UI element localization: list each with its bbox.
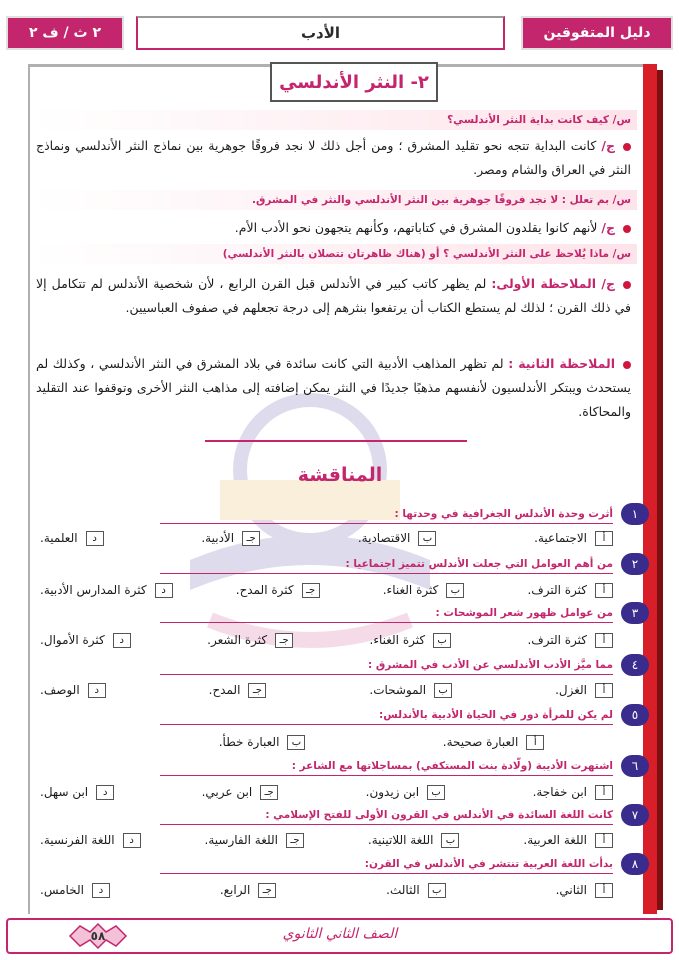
option-b[interactable] [383,580,465,600]
option-text: العبارة صحيحة. [442,735,519,749]
option-text: اللغة اللاتينية. [367,833,434,847]
option-d[interactable] [40,580,173,600]
mcq-options [40,880,613,900]
question-number-badge: ٨ [621,853,649,875]
option-d[interactable] [40,782,114,802]
option-text: المدح. [208,683,241,697]
option-a[interactable] [556,880,613,900]
mcq-question: لم يكن للمرأة دور في الحياة الأدبية بالأندلس: [160,705,613,725]
note-label: ج/ الملاحظة الأولى: [491,276,615,291]
bullet-icon [623,361,631,369]
question-1-bar: س/ كيف كانت بداية النثر الأندلسي؟ [34,110,637,130]
option-a[interactable] [534,528,613,548]
option-text: كثرة الترف. [527,583,587,597]
option-text: كثرة الغناء. [369,633,426,647]
option-text: كثرة المدح. [235,583,294,597]
section-divider [205,440,467,442]
section-title: ٢- النثر الأندلسي [270,62,438,102]
option-b[interactable] [368,830,460,850]
option-b[interactable] [369,680,452,700]
option-letter-box: أ [595,633,613,648]
option-letter-box: ب [441,833,459,848]
option-text: ابن زيدون. [365,785,420,799]
guide-title: دليل المتفوقين [521,16,673,50]
option-text: ابن خفاجة. [532,785,587,799]
question-number-badge: ١ [621,503,649,525]
mcq-question: كانت اللغة السائدة في الأندلس في القرون الأولى للفتح الإسلامي : [160,805,613,825]
option-c[interactable] [207,630,293,650]
option-letter-box: جـ [286,833,304,848]
mcq-options [40,580,613,600]
option-letter-box: جـ [302,583,320,598]
note-label: الملاحظة الثانية : [508,356,615,371]
option-d[interactable] [40,830,141,850]
option-letter-box: أ [595,833,613,848]
mcq-options [40,630,613,650]
option-text: اللغة العربية. [523,833,587,847]
question-number-badge: ٦ [621,755,649,777]
option-letter-box: جـ [242,531,260,546]
option-text: ابن عربي. [201,785,253,799]
option-a[interactable] [527,630,613,650]
option-text: الخامس. [40,883,84,897]
answer-label: ج/ [601,138,615,153]
option-b[interactable] [219,732,306,752]
answer-1 [36,134,631,182]
note-text: لم يظهر كاتب كبير في الأندلس قبل القرن الرابع ، لأن شخصية الأندلس لم تتكامل إلا في ذلك القرن ؛ لذلك لم يستطع الكتاب أن يرتفعوا بنثرهم إلى درجة تجعلهم في صفوف العباسيين. [36,276,631,315]
option-letter-box: د [113,633,131,648]
answer-text: كانت البداية تتجه نحو تقليد المشرق ؛ ومن أجل ذلك لا نجد فروقًا جوهرية بين نماذج النثر الأندلسي ونماذج النثر في العراق والشام ومصر. [36,138,631,177]
option-letter-box: جـ [260,785,278,800]
option-letter-box: ب [427,785,445,800]
option-letter-box: أ [595,785,613,800]
option-text: الرابع. [219,883,251,897]
answer-2 [36,216,631,240]
option-d[interactable] [40,528,104,548]
option-d[interactable] [40,680,106,700]
question-number-badge: ٤ [621,654,649,676]
option-b[interactable] [366,782,445,802]
option-text: كثرة المدارس الأدبية. [40,583,147,597]
mcq-question: من أهم العوامل التي جعلت الأندلس تتميز اجتماعيا : [160,554,613,574]
option-letter-box: د [88,683,106,698]
option-letter-box: أ [526,735,544,750]
option-c[interactable] [236,580,320,600]
note-2 [36,352,631,424]
option-letter-box: جـ [275,633,293,648]
option-d[interactable] [40,630,131,650]
option-c[interactable] [209,680,267,700]
option-text: الموشحات. [369,683,427,697]
option-a[interactable] [443,732,545,752]
footer-grade: الصف الثاني الثانوي [282,926,398,942]
option-letter-box: ب [428,883,446,898]
option-text: ابن سهل. [40,785,89,799]
option-letter-box: ب [418,531,436,546]
bullet-icon [623,281,631,289]
option-letter-box: د [86,531,104,546]
option-text: كثرة الغناء. [382,583,439,597]
option-letter-box: ب [446,583,464,598]
bullet-icon [623,143,631,151]
option-letter-box: د [123,833,141,848]
question-3-bar: س/ ماذا يُلاحظ على النثر الأندلسي ؟ أو (هناك ظاهرتان تتصلان بالنثر الأندلسي) [34,244,637,264]
mcq-options [40,782,613,802]
question-number-badge: ٥ [621,704,649,726]
mcq-options [40,528,613,548]
option-b[interactable] [370,630,452,650]
option-text: الثاني. [555,883,587,897]
page-header [6,16,673,52]
option-letter-box: د [155,583,173,598]
page-number [66,922,130,950]
discussion-title: المناقشة [297,464,383,486]
option-c[interactable] [201,528,260,548]
option-letter-box: د [92,883,110,898]
option-b[interactable] [386,880,446,900]
question-number-badge: ٧ [621,804,649,826]
option-text: العلمية. [40,531,78,545]
side-red-bar [643,64,657,914]
option-letter-box: أ [595,531,613,546]
option-letter-box: ب [433,633,451,648]
option-c[interactable] [202,782,279,802]
option-d[interactable] [40,880,110,900]
side-red-bar-shadow [657,70,663,910]
mcq-question: اشتهرت الأديبة (ولّادة بنت المستكفي) بمساجلاتها مع الشاعر : [160,756,613,776]
option-b[interactable] [358,528,437,548]
option-letter-box: ب [434,683,452,698]
option-text: كثرة الشعر. [207,633,268,647]
option-a[interactable] [527,580,613,600]
mcq-question: من عوامل ظهور شعر الموشحات : [160,603,613,623]
option-letter-box: أ [595,683,613,698]
option-text: الثالث. [386,883,420,897]
note-1 [36,272,631,320]
option-a[interactable] [533,782,613,802]
mcq-options [40,680,613,700]
option-letter-box: أ [595,883,613,898]
option-text: الاقتصادية. [357,531,411,545]
mcq-question: أثرت وحدة الأندلس الجغرافية في وحدتها : [160,504,613,524]
option-text: الاجتماعية. [534,531,587,545]
option-c[interactable] [220,880,277,900]
option-letter-box: أ [595,583,613,598]
option-letter-box: د [96,785,114,800]
mcq-options [150,732,613,752]
class-code: ٢ ث / ف ٢ [6,16,124,50]
option-a[interactable] [523,830,613,850]
mcq-question: مما ميَّز الأدب الأندلسي عن الأدب في المشرق : [160,655,613,675]
question-2-bar: س/ بم تعلل : لا نجد فروقًا جوهرية بين النثر الأندلسي والنثر في المشرق. [34,190,637,210]
question-number-badge: ٢ [621,553,649,575]
option-letter-box: ب [287,735,305,750]
mcq-options [40,830,613,850]
option-text: اللغة الفارسية. [204,833,278,847]
page-number-text: ٥٨ [90,929,106,943]
subject-title: الأدب [136,16,505,50]
bullet-icon [623,225,631,233]
answer-label: ج/ [601,220,615,235]
option-text: الغزل. [555,683,587,697]
note-text: لم تظهر المذاهب الأدبية التي كانت سائدة في بلاد المشرق في النثر الأندلسي ، وكذلك لم يستحدث ويبتكر الأندلسيون لأنفسهم مذهبًا جديدًا في النثر يمكن إضافته إلى مذاهب النثر الأخرى وتوقفوا عند التقليد والمحاكاة. [36,356,631,419]
option-text: كثرة الترف. [527,633,587,647]
option-a[interactable] [555,680,613,700]
frame-left-border [28,64,30,914]
question-number-badge: ٣ [621,602,649,624]
option-letter-box: جـ [258,883,276,898]
answer-text: لأنهم كانوا يقلدون المشرق في كتاباتهم، وكأنهم يتجهون نحو الأدب الأم. [234,220,598,235]
option-letter-box: جـ [248,683,266,698]
option-text: العبارة خطأ. [218,735,280,749]
mcq-question: بدأت اللغة العربية تنتشر في الأندلس في القرن: [160,854,613,874]
option-text: الأدبية. [201,531,235,545]
option-text: الوصف. [40,683,80,697]
option-text: كثرة الأموال. [40,633,105,647]
option-text: اللغة الفرنسية. [40,833,115,847]
option-c[interactable] [205,830,304,850]
